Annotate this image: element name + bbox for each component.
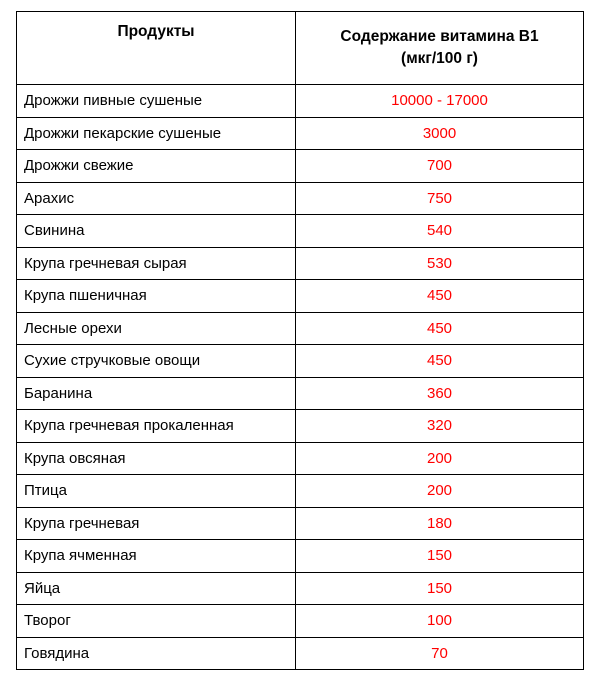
vitamin-value: 150 <box>296 540 584 573</box>
product-name: Арахис <box>17 182 296 215</box>
vitamin-value: 540 <box>296 215 584 248</box>
table-row <box>17 182 584 215</box>
table-row <box>17 215 584 248</box>
table-row <box>17 280 584 313</box>
header-products: Продукты <box>17 12 296 85</box>
table-row <box>17 507 584 540</box>
table-row <box>17 85 584 118</box>
vitamin-value: 200 <box>296 442 584 475</box>
product-name: Крупа гречневая <box>17 507 296 540</box>
product-name: Птица <box>17 475 296 508</box>
table-row <box>17 345 584 378</box>
table-row <box>17 377 584 410</box>
table-row <box>17 117 584 150</box>
product-name: Крупа ячменная <box>17 540 296 573</box>
product-name: Дрожжи свежие <box>17 150 296 183</box>
header-vitamin-content-unit: (мкг/100 г) <box>401 50 478 67</box>
vitamin-value: 450 <box>296 345 584 378</box>
vitamin-value: 10000 - 17000 <box>296 85 584 118</box>
table-body <box>17 85 584 670</box>
vitamin-value: 320 <box>296 410 584 443</box>
table-header <box>17 12 584 85</box>
header-row <box>17 12 584 85</box>
vitamin-b1-table <box>16 11 584 670</box>
vitamin-value: 3000 <box>296 117 584 150</box>
vitamin-value: 200 <box>296 475 584 508</box>
header-vitamin-content <box>296 12 584 85</box>
product-name: Баранина <box>17 377 296 410</box>
table-row <box>17 312 584 345</box>
product-name: Дрожжи пивные сушеные <box>17 85 296 118</box>
product-name: Творог <box>17 605 296 638</box>
product-name: Лесные орехи <box>17 312 296 345</box>
table-row <box>17 572 584 605</box>
vitamin-value: 100 <box>296 605 584 638</box>
vitamin-value: 700 <box>296 150 584 183</box>
vitamin-value: 70 <box>296 637 584 670</box>
header-vitamin-content-line1: Содержание витамина В1 <box>340 28 539 45</box>
table-row <box>17 475 584 508</box>
vitamin-value: 150 <box>296 572 584 605</box>
vitamin-value: 450 <box>296 312 584 345</box>
vitamin-value: 360 <box>296 377 584 410</box>
table-row <box>17 150 584 183</box>
table-row <box>17 637 584 670</box>
product-name: Крупа пшеничная <box>17 280 296 313</box>
product-name: Дрожжи пекарские сушеные <box>17 117 296 150</box>
product-name: Сухие стручковые овощи <box>17 345 296 378</box>
vitamin-value: 180 <box>296 507 584 540</box>
product-name: Крупа гречневая сырая <box>17 247 296 280</box>
product-name: Крупа овсяная <box>17 442 296 475</box>
product-name: Крупа гречневая прокаленная <box>17 410 296 443</box>
product-name: Говядина <box>17 637 296 670</box>
table-row <box>17 540 584 573</box>
table-row <box>17 410 584 443</box>
table-row <box>17 605 584 638</box>
vitamin-value: 750 <box>296 182 584 215</box>
vitamin-value: 450 <box>296 280 584 313</box>
table-row <box>17 442 584 475</box>
product-name: Свинина <box>17 215 296 248</box>
product-name: Яйца <box>17 572 296 605</box>
vitamin-value: 530 <box>296 247 584 280</box>
table-row <box>17 247 584 280</box>
